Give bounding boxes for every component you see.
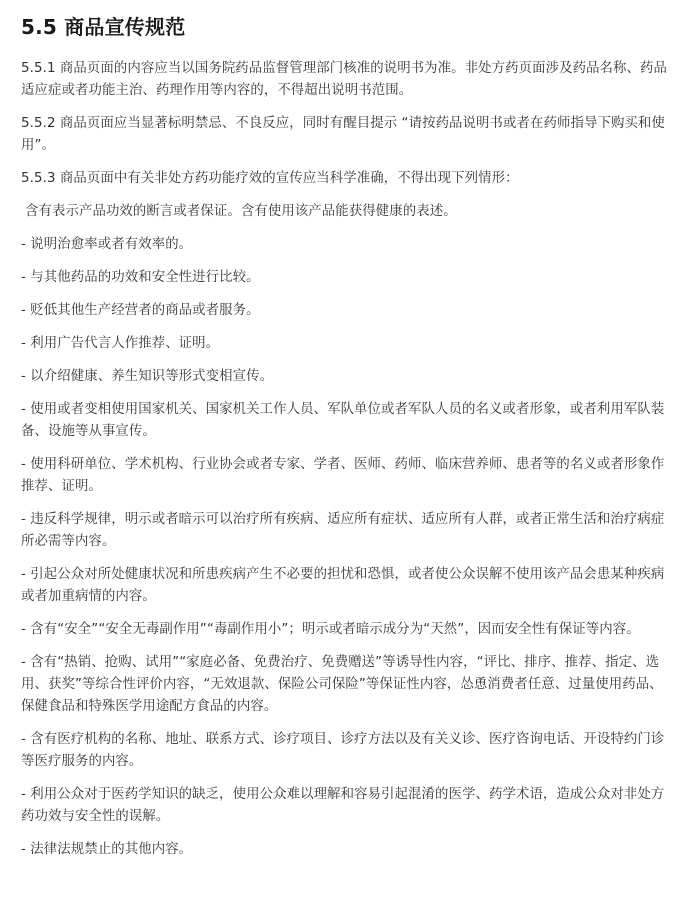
list-item: - 与其他药品的功效和安全性进行比较。: [21, 270, 260, 285]
paragraph-5-5-3: 5.5.3 商品页面中有关非处方药功能疗效的宣传应当科学准确，不得出现下列情形：: [21, 171, 519, 186]
list-item: - 以介绍健康、养生知识等形式变相宣传。: [21, 369, 274, 384]
paragraph-intro: 含有表示产品功效的断言或者保证。含有使用该产品能获得健康的表述。: [25, 204, 457, 219]
section-title: 5.5 商品宣传规范: [21, 15, 186, 39]
prohibited-list: [21, 234, 669, 861]
list-item: - 违反科学规律，明示或者暗示可以治疗所有疾病、适应所有症状、适应所有人群，或者正常生活和治疗病症所必需等内容。: [21, 512, 665, 549]
list-item: - 使用科研单位、学术机构、行业协会或者专家、学者、医师、药师、临床营养师、患者等的名义或者形象作推荐、证明。: [21, 457, 665, 494]
list-item: - 贬低其他生产经营者的商品或者服务。: [21, 303, 260, 318]
list-item: - 说明治愈率或者有效率的。: [21, 237, 193, 252]
list-item: - 法律法规禁止的其他内容。: [21, 842, 193, 857]
list-item: - 含有“热销、抢购、试用”“家庭必备、免费治疗、免费赠送”等诱导性内容，“评比、排序、推荐、指定、选用、获奖”等综合性评价内容，“无效退款、保险公司保险”等保证性内容，怂恿消费者任意、过量使用药品、保健食品和特殊医学用途配方食品的内容。: [21, 655, 663, 714]
list-item: - 使用或者变相使用国家机关、国家机关工作人员、军队单位或者军队人员的名义或者形象，或者利用军队装备、设施等从事宣传。: [21, 402, 665, 439]
paragraph-5-5-2: 5.5.2 商品页面应当显著标明禁忌、不良反应，同时有醒目提示 “请按药品说明书或者在药师指导下购买和使用”。: [21, 116, 665, 153]
list-item: - 含有医疗机构的名称、地址、联系方式、诊疗项目、诊疗方法以及有关义诊、医疗咨询电话、开设特约门诊等医疗服务的内容。: [21, 732, 665, 769]
list-item: - 利用公众对于医药学知识的缺乏，使用公众难以理解和容易引起混淆的医学、药学术语，造成公众对非处方药功效与安全性的误解。: [21, 787, 665, 824]
list-item: - 含有“安全”“安全无毒副作用”“毒副作用小”；明示或者暗示成分为“天然”，因而安全性有保证等内容。: [21, 622, 640, 637]
paragraph-5-5-1: 5.5.1 商品页面的内容应当以国务院药品监督管理部门核准的说明书为准。非处方药页面涉及药品名称、药品适应症或者功能主治、药理作用等内容的，不得超出说明书范围。: [21, 61, 668, 98]
list-item: - 利用广告代言人作推荐、证明。: [21, 336, 220, 351]
list-item: - 引起公众对所处健康状况和所患疾病产生不必要的担忧和恐惧，或者使公众误解不使用该产品会患某种疾病或者加重病情的内容。: [21, 567, 665, 604]
